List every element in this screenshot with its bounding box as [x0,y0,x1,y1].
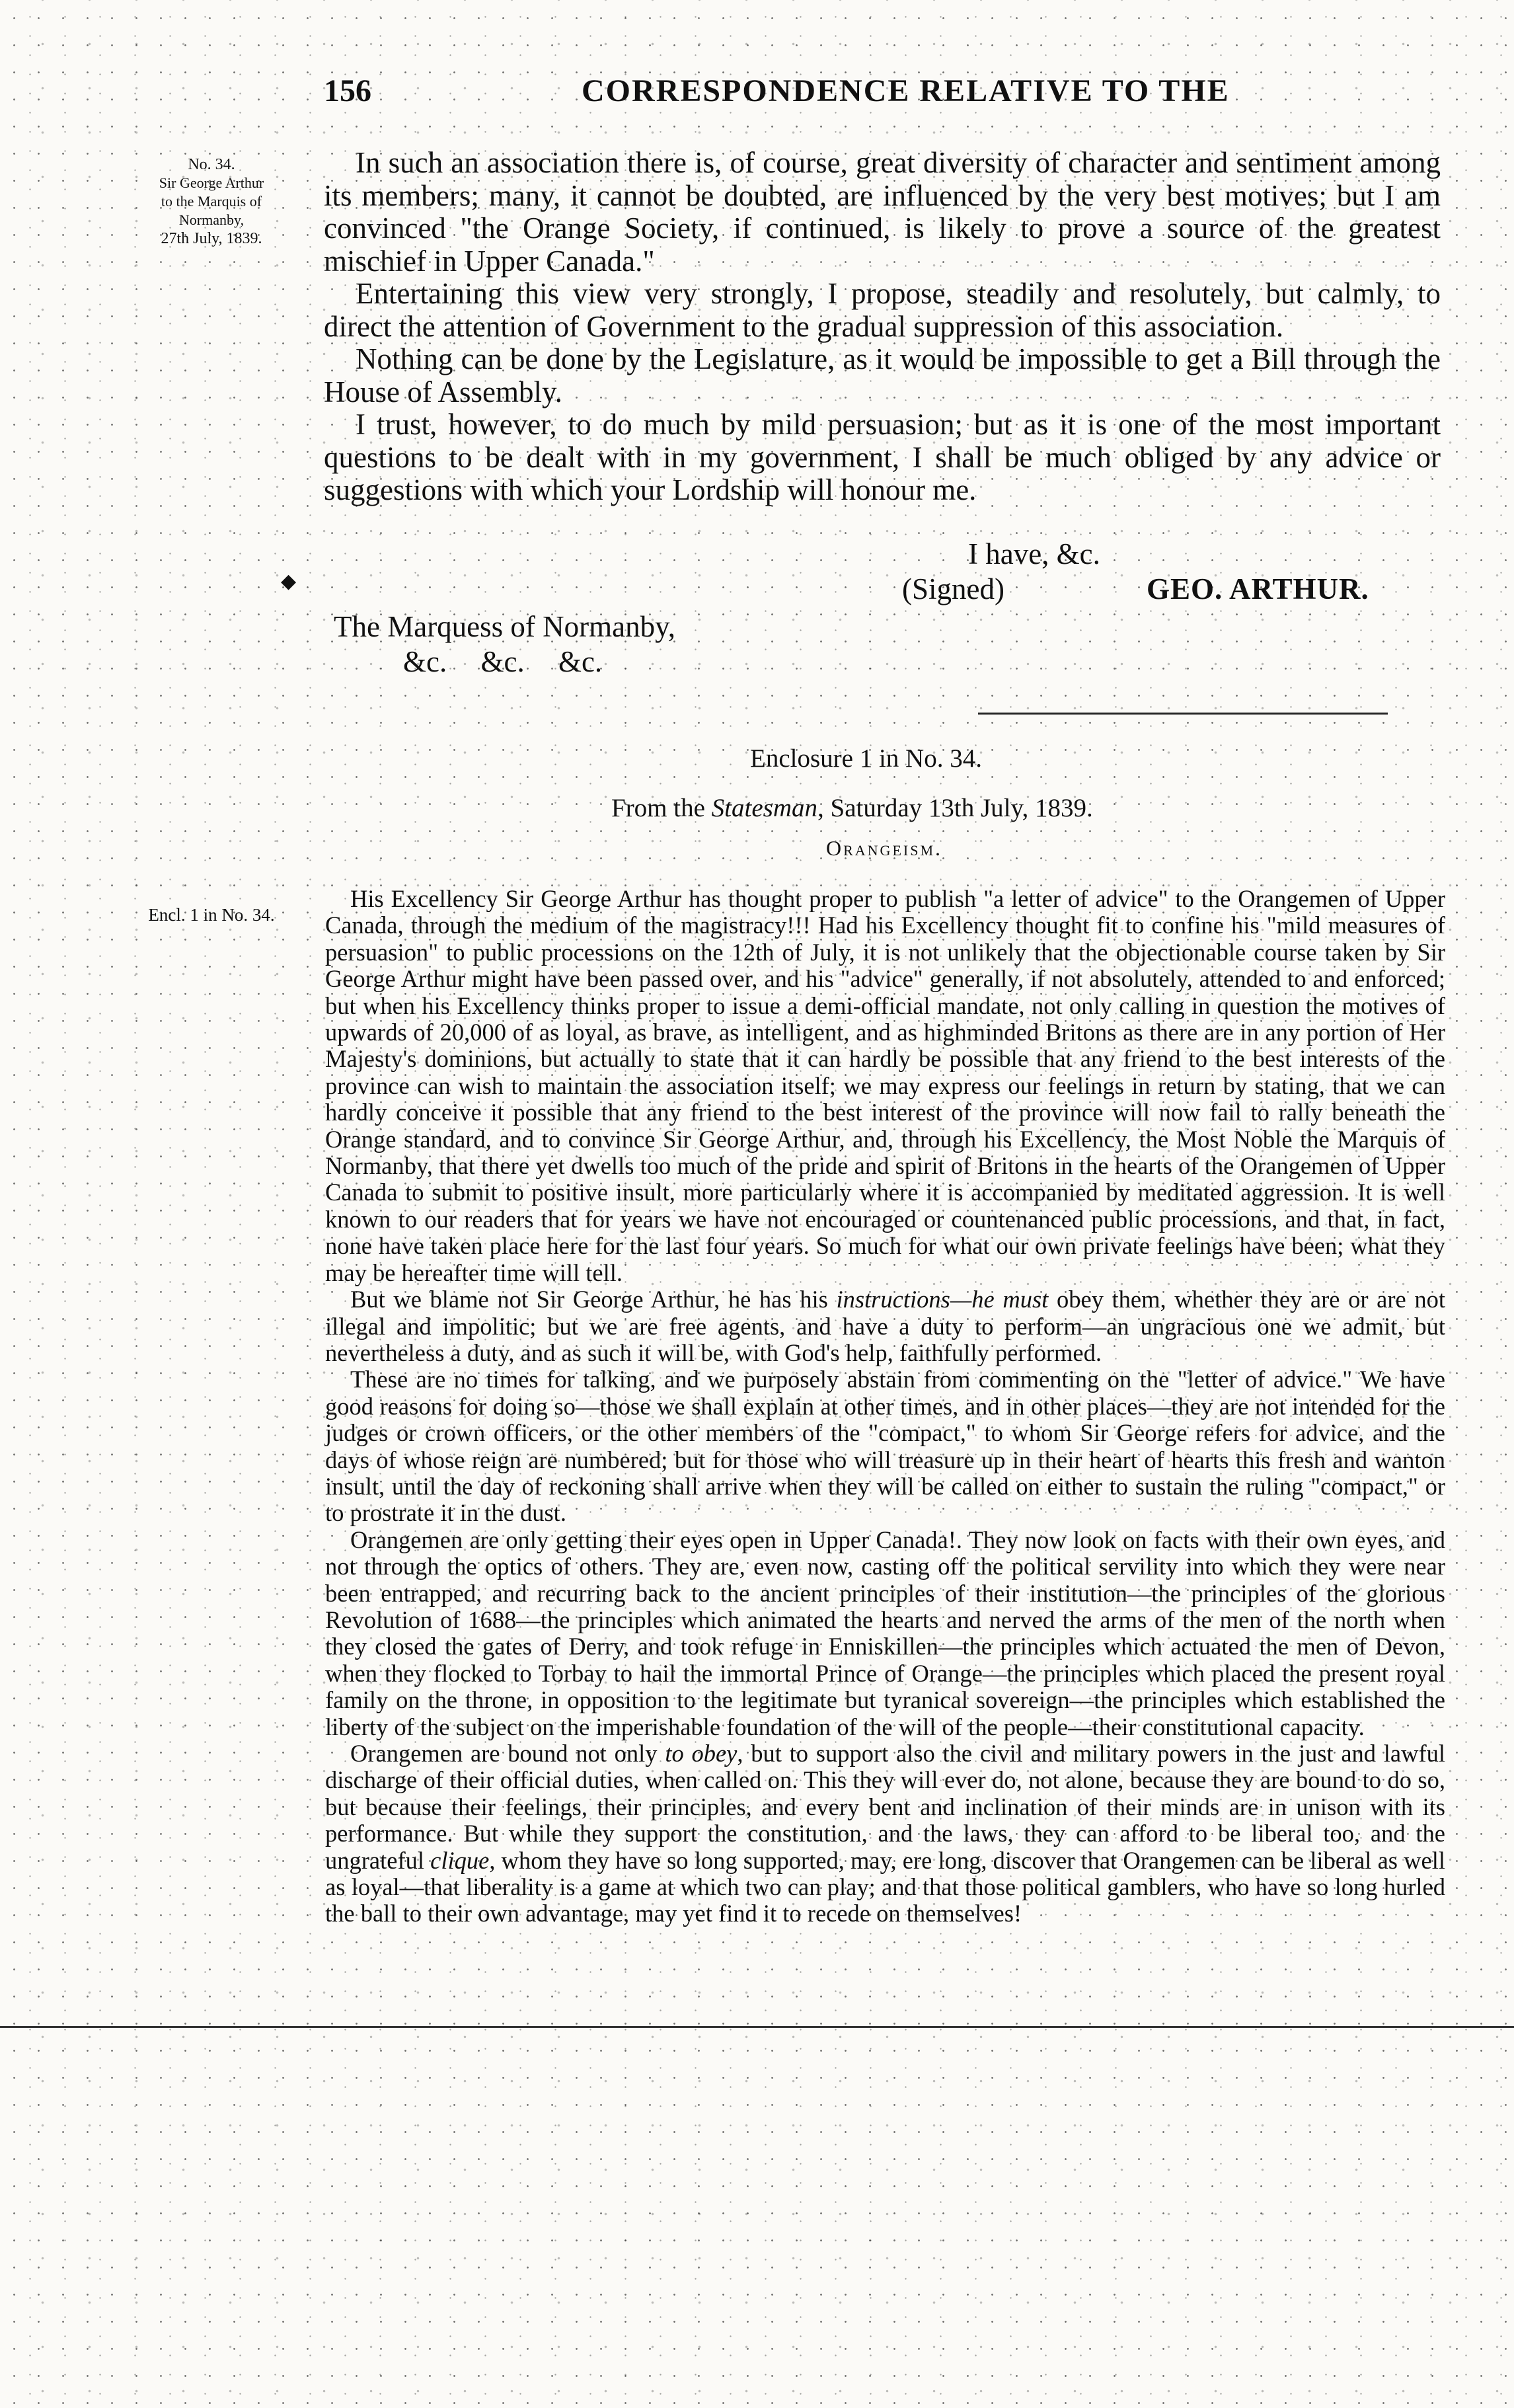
sidenote-line: to the Marquis of [161,193,262,210]
letter-closing: I have, &c. [968,537,1100,570]
text-run: , whom they have so long supported, may, ere long, discover that Orangemen can be liberal as well as loyal—that liberality is a game at which two can play; and that those political gamblers, who have so long hurled the ball to their own advantage, may yet find it to recede on themselves! [325,1846,1445,1927]
enclosure-sidenote: Encl. 1 in No. 34. [148,905,275,925]
text-run: But we blame not Sir George Arthur, he has his [350,1286,837,1313]
letter-paragraph: Entertaining this view very strongly, I propose, steadily and resolutely, but calmly, to direct the attention of Government to the gradual suppression of this association. [324,277,1441,343]
sidenote-line: 27th July, 1839. [161,230,262,247]
article-title: Orangeism. [826,836,943,860]
sidenote-line: No. 34. [188,156,235,173]
enclosure-source [611,793,1093,823]
source-date: , Saturday 13th July, 1839. [817,794,1093,822]
text-run: , but to support also the civil and military powers in the just and lawful discharge of their official duties, when called on. This they will ever do, not alone, because they are bound to do so, but because their feelings, their principles, and every bent and inclination of their minds are in unison with its performance. But while they support the constitution, and the laws, they can afford to be liberal too, and the ungrateful [325,1740,1446,1874]
addressee: The Marquess of Normanby, [334,610,675,643]
signer-name: GEO. ARTHUR. [1147,572,1369,605]
source-prefix: From the [611,794,712,822]
scan-fold-line [0,2026,1514,2028]
text-run-italic: instructions—he must [836,1286,1049,1313]
article-paragraph: His Excellency Sir George Arthur has thought proper to publish "a letter of advice" to the Orangemen of Upper Canada, through the medium of the magistracy!!! Had his Excellency thought fit to confine his "mild measures of persuasion" to public processions on the 12th of July, it is not unlikely that the objectionable course taken by Sir George Arthur might have been passed over, and his "advice" generally, if not absolutely, attended to and enforced; but when his Excellency thinks proper to issue a demi-official mandate, not only calling in question the motives of upwards of 20,000 of as loyal, as brave, as intelligent, and as highminded Britons as there are in any portion of Her Majesty's dominions, but actually to state that it can hardly be possible that any friend to the best interests of the province can wish to maintain the association itself; we may express our feelings in return by stating, that we can hardly conceive it possible that any friend to the best interest of the province will now fail to rally beneath the Orange standard, and to convince Sir George Arthur, and, through his Excellency, the Most Noble the Marquis of Normanby, that there yet dwells too much of the pride and spirit of Britons in the hearts of the Orangemen of Upper Canada to submit to positive insult, more particularly where it is accompanied by meditated aggression. It is well known to our readers that for years we have not encouraged or countenanced public processions, and that, in fact, none have taken place here for the last four years. So much for what our own private feelings have been; what they may be hereafter time will tell. [325,885,1445,1286]
letter-paragraph: I trust, however, to do much by mild persuasion; but as it is one of the most important questions to be dealt with in my government, I shall be much obliged by any advice or suggestions with which your Lordship will honour me. [324,408,1441,506]
article-paragraph: Orangemen are only getting their eyes open in Upper Canada!. They now look on facts with their own eyes, and not through the optics of others. They are, even now, casting off the political servility into which they were near been entrapped, and recurring back to the ancient principles of their institution—the principles of the glorious Revolution of 1688—the principles which animated the hearts and nerved the arms of the men of the north when they closed the gates of Derry, and took refuge in Enniskillen—the principles which actuated the men of Devon, when they flocked to Torbay to hail the immortal Prince of Orange—the principles which placed the present royal family on the throne, in opposition to the legitimate but tyranical sovereign—the principles which established the liberty of the subject on the imperishable foundation of the will of the people—their constitutional capacity. [325,1526,1445,1740]
sidenote-line: Sir George Arthur [159,175,264,191]
enclosure-heading: Enclosure 1 in No. 34. [750,744,982,773]
letter-paragraph: Nothing can be done by the Legislature, as it would be impossible to get a Bill through the House of Assembly. [324,342,1441,408]
section-divider [978,713,1388,715]
article-paragraph [325,1740,1445,1927]
article-body [325,886,1445,1927]
text-run-italic: clique [430,1846,490,1874]
source-paper: Statesman [711,794,817,822]
page-header [317,73,1454,112]
page-number: 156 [324,73,371,108]
addressee-etc: &c. &c. &c. [403,645,603,678]
text-run: obey them, whether they are or are not illegal and impolitic; but we are free agents, and have a duty to perform—an ungracious one we admit, but nevertheless a duty, and as such it will be, with God's help, faithfully performed. [325,1286,1445,1366]
printer-mark-icon: ◆ [281,570,297,592]
text-run: Orangemen are bound not only [350,1740,665,1767]
letter-body [324,147,1441,507]
text-run-italic: to obey [665,1740,738,1767]
article-paragraph: These are no times for talking, and we purposely abstain from commenting on the "letter of advice." We have good reasons for doing so—those we shall explain at other times, and in other places—they are not intended for the judges or crown officers, or the other members of the "compact," to whom Sir George refers for advice, and the days of whose reign are numbered; but for those who will treasure up in their heart of hearts this fresh and wanton insult, until the day of reckoning shall arrive when they will be called on either to sustain the ruling "compact," or to prostrate it in the dust. [325,1366,1445,1527]
article-paragraph [325,1286,1445,1366]
letter-sidenote [116,155,307,248]
sidenote-line: Normanby, [178,212,245,228]
running-head: CORRESPONDENCE RELATIVE TO THE [582,73,1230,108]
letter-paragraph: In such an association there is, of course, great diversity of character and sentiment among its members; many, it cannot be doubted, are influenced by the very best motives; but I am convinced "the Orange Society, if continued, is likely to prove a source of the greatest mischief in Upper Canada." [324,146,1441,278]
signed-label: (Signed) [902,572,1004,605]
